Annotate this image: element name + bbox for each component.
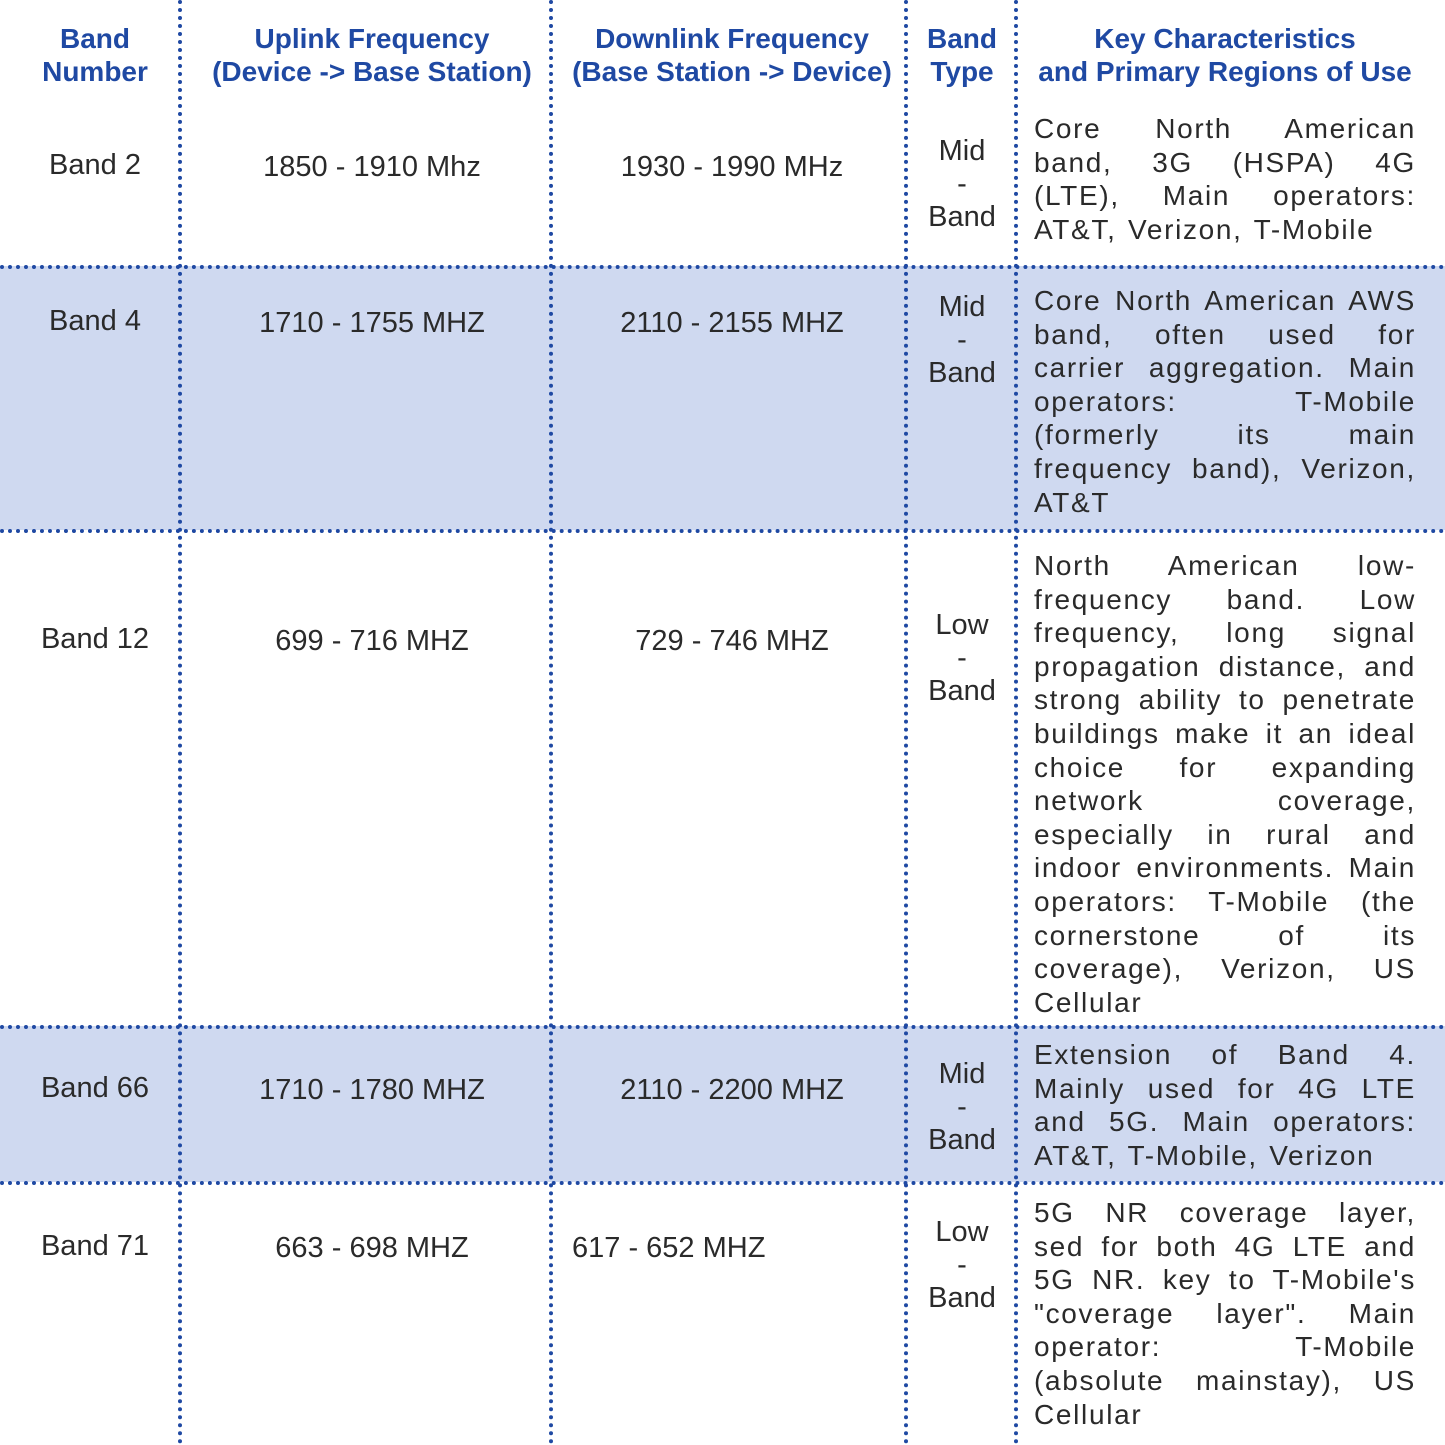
uplink-cell: 1710 - 1755 MHZ xyxy=(259,307,485,339)
header-uplink xyxy=(190,22,554,88)
band-number-cell: Band 66 xyxy=(40,1072,150,1104)
band-type-cell xyxy=(910,291,1014,390)
uplink-cell: 699 - 716 MHZ xyxy=(275,625,469,657)
header-band-number-line-2: Number xyxy=(42,56,148,87)
header-band-type-line-2: Type xyxy=(930,56,994,87)
uplink-cell: 1850 - 1910 Mhz xyxy=(263,151,481,183)
column-divider xyxy=(178,0,182,1445)
header-band-type-line-1: Band xyxy=(927,23,997,54)
column-divider xyxy=(1014,0,1018,1445)
band-type-line: - xyxy=(957,1249,967,1281)
characteristics-cell: Extension of Band 4. Mainly used for 4G LTE and 5G. Main operators: AT&T, T-Mobile, Verizon xyxy=(1034,1039,1416,1171)
header-uplink-line-2: (Device -> Base Station) xyxy=(212,56,532,87)
header-band-type xyxy=(910,22,1014,88)
header-downlink-line-1: Downlink Frequency xyxy=(595,23,869,54)
header-characteristics-line-1: Key Characteristics xyxy=(1094,23,1356,54)
band-type-line: Band xyxy=(928,1282,996,1314)
band-number-cell: Band 4 xyxy=(49,305,141,337)
band-type-line: Mid xyxy=(938,1058,986,1090)
band-type-cell xyxy=(910,1058,1014,1157)
uplink-cell: 1710 - 1780 MHZ xyxy=(259,1074,485,1106)
characteristics-cell: Core North American AWS band, often used for carrier aggregation. Main operators: T-Mobile (formerly its main frequency band), Verizon, AT&T xyxy=(1034,285,1416,518)
characteristics-cell: North American low-frequency band. Low frequency, long signal propagation distance, and strong ability to penetrate buildings make it an ideal choice for expanding network coverage, especially in rural and indoor environments. Main operators: T-Mobile (the cornerstone of its coverage), Verizon, US Cellular xyxy=(1034,550,1416,1018)
band-type-cell xyxy=(910,1216,1014,1315)
header-band-number xyxy=(0,22,190,88)
header-downlink xyxy=(556,22,908,88)
band-number-cell: Band 71 xyxy=(40,1230,150,1262)
header-uplink-line-1: Uplink Frequency xyxy=(254,23,490,54)
band-type-line: Low xyxy=(935,609,989,641)
uplink-cell: 663 - 698 MHZ xyxy=(275,1232,469,1264)
band-type-line: Band xyxy=(928,357,996,389)
column-divider xyxy=(904,0,908,1445)
band-type-line: Band xyxy=(928,201,996,233)
row-divider xyxy=(0,265,1445,269)
band-type-line: Low xyxy=(935,1216,989,1248)
band-type-line: - xyxy=(957,1091,967,1123)
band-number-cell: Band 12 xyxy=(40,623,150,655)
downlink-cell: 729 - 746 MHZ xyxy=(635,625,829,657)
header-characteristics-line-2: and Primary Regions of Use xyxy=(1038,56,1412,87)
band-type-cell xyxy=(910,609,1014,708)
downlink-cell: 2110 - 2155 MHZ xyxy=(620,307,844,339)
band-type-line: - xyxy=(957,324,967,356)
header-band-number-line-1: Band xyxy=(60,23,130,54)
characteristics-cell: Core North American band, 3G (HSPA) 4G (LTE), Main operators: AT&T, Verizon, T-Mobile xyxy=(1034,113,1416,245)
header-downlink-line-2: (Base Station -> Device) xyxy=(572,56,892,87)
downlink-cell: 617 - 652 MHZ xyxy=(572,1232,766,1264)
row-divider xyxy=(0,529,1445,533)
band-type-cell xyxy=(910,135,1014,234)
header-characteristics xyxy=(1020,22,1430,88)
characteristics-cell: 5G NR coverage layer, sed for both 4G LTE and 5G NR. key to T-Mobile's "coverage layer". Main operator: T-Mobile (absolute mainstay), US Cellular xyxy=(1034,1197,1416,1430)
band-number-cell: Band 2 xyxy=(49,149,141,181)
band-type-line: - xyxy=(957,642,967,674)
band-type-line: - xyxy=(957,168,967,200)
band-type-line: Band xyxy=(928,1124,996,1156)
row-divider xyxy=(0,1181,1445,1185)
row-divider xyxy=(0,1025,1445,1029)
band-type-line: Mid xyxy=(938,291,986,323)
downlink-cell: 1930 - 1990 MHz xyxy=(620,151,844,183)
band-type-line: Mid xyxy=(938,135,986,167)
downlink-cell: 2110 - 2200 MHZ xyxy=(620,1074,844,1106)
band-type-line: Band xyxy=(928,675,996,707)
column-divider xyxy=(549,0,553,1445)
